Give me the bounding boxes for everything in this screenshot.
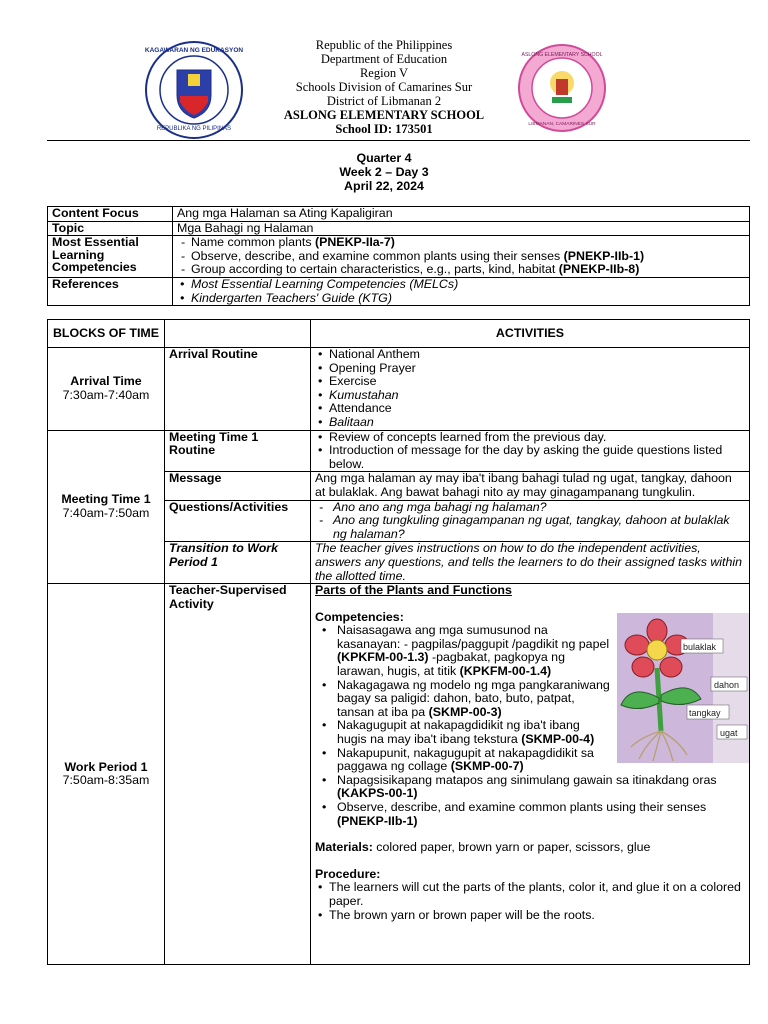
arrival-time-range: 7:30am-7:40am [62,387,150,402]
list-item: • Kindergarten Teachers' Guide (KTG) [177,292,745,306]
topic-value: Mga Bahagi ng Halaman [173,221,750,236]
lesson-info-table [47,206,750,306]
references-row [48,277,750,305]
work-block-label: Work Period 1 [64,759,148,774]
melc-row [48,236,750,278]
table-row [48,430,750,472]
division-line: Schools Division of Camarines Sur [295,80,473,94]
questions-list [315,501,745,542]
letterhead [0,38,768,136]
topic-row [48,221,750,236]
teacher-supervised-label: Teacher-Supervised Activity [165,584,311,965]
region-line: Region V [359,66,409,80]
procedure-label: Procedure: [315,866,381,881]
meeting-time-block [48,430,165,584]
arrival-routine-list [315,348,745,430]
table-row [48,584,750,965]
blocks-of-time-header: BLOCKS OF TIME [48,320,165,348]
melc-label: Most Essential Learning Competencies [48,236,173,278]
list-item: • Napagsisikapang matapos ang sinimulang gawain sa itinakdang oras (KAKPS-00-1) [319,774,745,801]
references-label: References [48,277,173,305]
meeting-routine-label: Meeting Time 1 Routine [165,430,311,472]
list-item: • Balitaan [315,416,745,430]
transition-label: Transition to Work Period 1 [165,542,311,584]
list-item: • Introduction of message for the day by asking the guide questions listed below. [315,444,745,471]
list-item: • The brown yarn or brown paper will be the roots. [315,909,745,923]
school-id: School ID: 173501 [335,122,433,136]
school-name: ASLONG ELEMENTARY SCHOOL [283,108,485,122]
list-item: • Nakagagawa ng modelo ng mga pangkaraniwang bagay sa paligid: dahon, bato, buto, patpat, tansan at iba pa (SKMP-00-3) [319,679,745,720]
list-item: - Observe, describe, and examine common plants using their senses (PNEKP-IIb-1) [177,250,745,264]
list-item: • Attendance [315,402,745,416]
list-item: • National Anthem [315,348,745,362]
header-divider [47,140,750,141]
lesson-date: April 22, 2024 [344,179,424,193]
list-item: • Most Essential Learning Competencies (MELCs) [177,278,745,292]
activities-table [47,319,750,965]
meeting-block-label: Meeting Time 1 [61,492,151,507]
message-text: Ang mga halaman ay may iba't ibang bahagi tulad ng ugat, tangkay, dahoon at bulaklak. Ang bawat bahagi nito ay may ginagampanang tungkulin. [311,472,750,500]
content-focus-label: Content Focus [48,207,173,222]
work-time-range: 7:50am-8:35am [62,773,150,788]
label-ugat: ugat [720,727,738,738]
label-tangkay: tangkay [689,707,721,718]
table-header-row [48,320,750,348]
list-item: • Observe, describe, and examine common plants using their senses (PNEKP-IIb-1) [319,801,745,828]
content-focus-row [48,207,750,222]
arrival-time-block [48,348,165,431]
quarter: Quarter 4 [356,151,412,165]
list-item: • Naisasagawa ang mga sumusunod na kasanayan: - pagpilas/paggupit /pagdikit ng papel (KPKFM-00-1.3) -pagbakat, pagkopya ng larawan, hugis, at titik (KPKFM-00-1.4) [319,624,745,678]
references-list [177,278,745,305]
list-item: • Opening Prayer [315,362,745,376]
list-item: • Kumustahan [315,389,745,403]
list-item: - Ano ano ang mga bahagi ng halaman? [315,501,745,515]
topic-label: Topic [48,221,173,236]
arrival-routine-label: Arrival Routine [165,348,311,431]
activity-title: Parts of the Plants and Functions [315,583,512,598]
label-bulaklak: bulaklak [683,641,717,652]
melc-list [177,236,745,277]
week-day: Week 2 – Day 3 [339,165,429,179]
list-item: - Name common plants (PNEKP-IIa-7) [177,236,745,250]
list-item: • The learners will cut the parts of the plants, color it, and glue it on a colored paper. [315,881,745,908]
seal-left-top: KAGAWARAN NG EDUKASYON [144,47,244,54]
meeting-time-range: 7:40am-7:50am [62,505,150,520]
list-item: • Review of concepts learned from the previous day. [315,431,745,445]
list-item: - Group according to certain characteristics, e.g., parts, kind, habitat (PNEKP-IIb-8) [177,263,745,277]
competencies-list [315,624,745,828]
competencies-label: Competencies: [315,609,404,624]
seal-right-top: ASLONG ELEMENTARY SCHOOL [521,52,603,58]
work-period-block [48,584,165,965]
list-item: - Ano ang tungkuling ginagampanan ng ugat, tangkay, dahoon at bulaklak ng halaman? [315,514,745,541]
materials-line: Materials: colored paper, brown yarn or paper, scissors, glue [315,840,651,855]
transition-text: The teacher gives instructions on how to do the independent activities, answers any questions, and tells the learners to do their assigned tasks within the allotted time. [311,542,750,584]
seal-left-bottom: REPUBLIKA NG PILIPINAS [156,126,232,132]
content-focus-value: Ang mga Halaman sa Ating Kapaligiran [173,207,750,222]
procedure-list [315,881,745,922]
district-line: District of Libmanan 2 [326,94,442,108]
list-item: • Exercise [315,375,745,389]
list-item: • Nakapupunit, nakagugupit at nakapagdidikit sa paggawa ng collage (SKMP-00-7) [319,747,745,774]
seal-right-bottom: LIBMANAN, CAMARINES SUR [528,122,596,127]
department-line: Department of Education [320,52,448,66]
meeting-routine-list [315,431,745,472]
schedule-heading [0,151,768,193]
questions-label: Questions/Activities [165,500,311,542]
table-row [48,348,750,431]
republic-line: Republic of the Philippines [315,38,453,52]
arrival-block-label: Arrival Time [70,374,142,389]
activities-header: ACTIVITIES [311,320,750,348]
message-label: Message [165,472,311,500]
list-item: • Nakagugupit at nakapagdidikit ng iba't ibang hugis na may iba't ibang tekstura (SKMP-00-4) [319,719,745,746]
label-dahon: dahon [714,679,740,690]
